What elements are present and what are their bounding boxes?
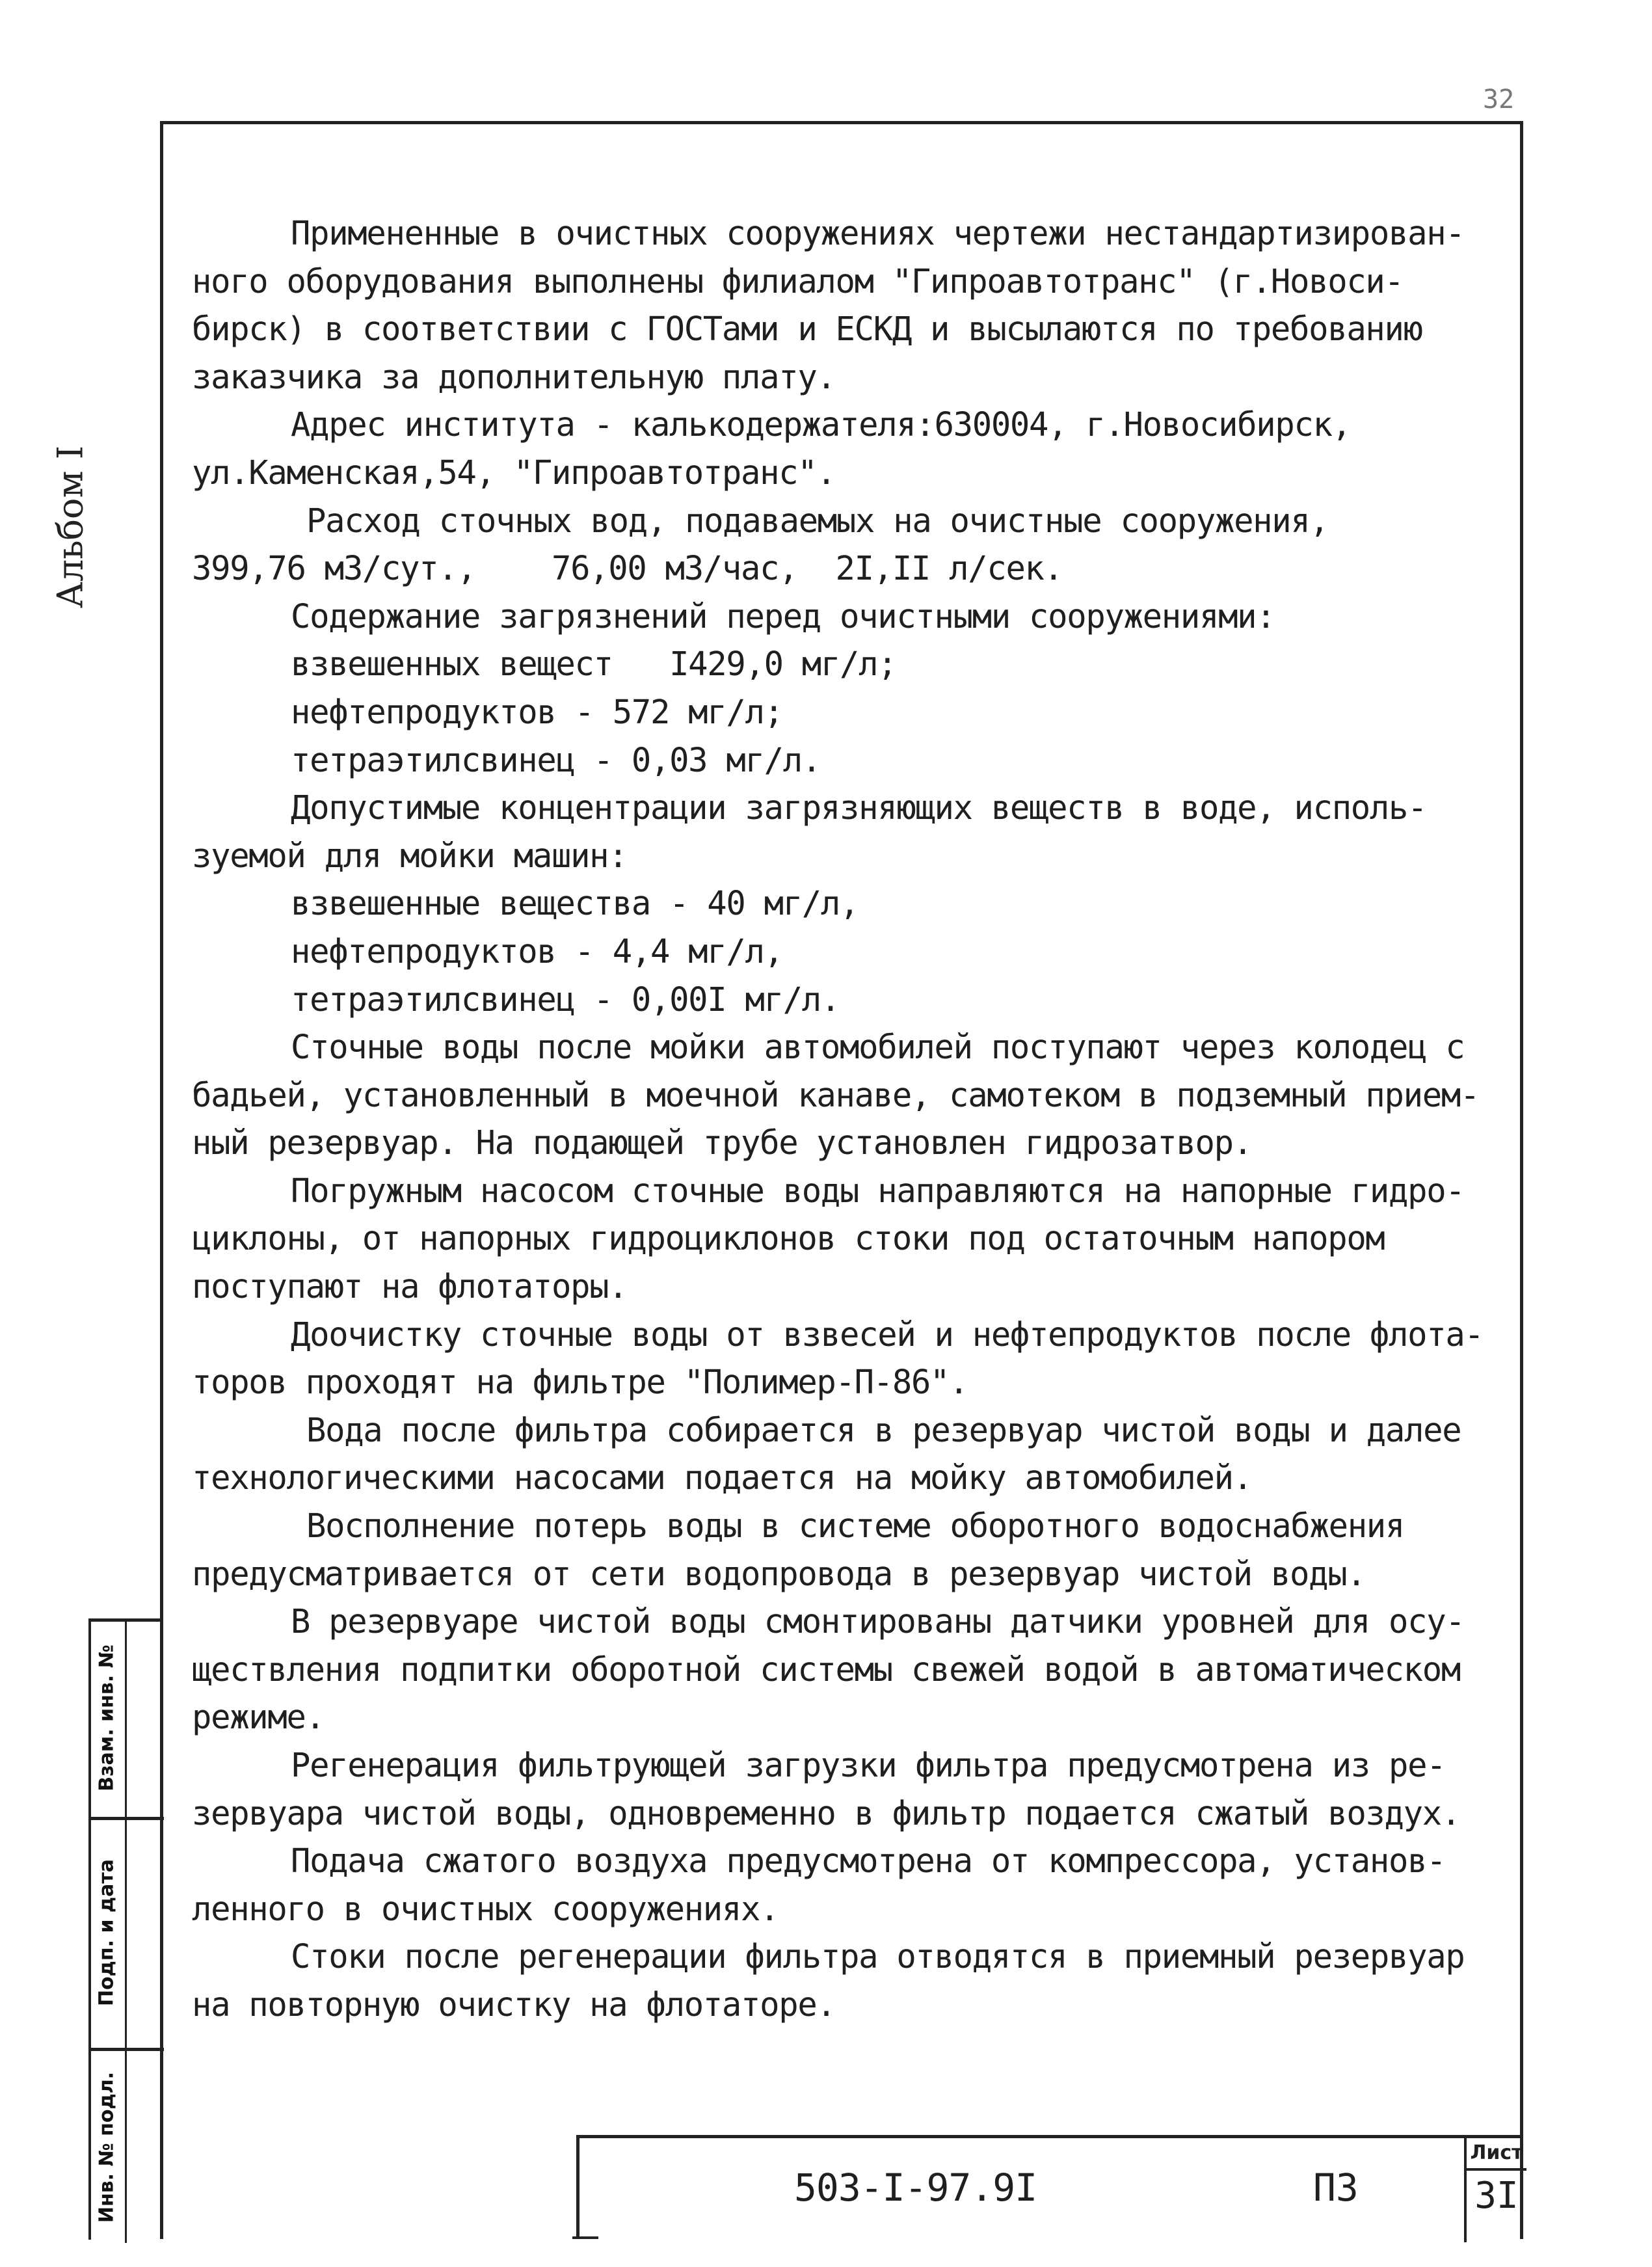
stamp-label-inv-podl: Инв. № подл. — [95, 2071, 118, 2223]
sheet-cell — [1464, 2138, 1526, 2242]
text-line: Доочистку сточные воды от взвесей и нефтепродуктов после флота- — [291, 1315, 1484, 1354]
text-line: Стоки после регенерации фильтра отводятся в приемный резервуар — [291, 1937, 1465, 1976]
text-line: зервуара чистой воды, одновременно в фильтр подается сжатый воздух. — [192, 1793, 1460, 1832]
text-line: бадьей, установленный в моечной канаве, самотеком в подземный прием- — [192, 1075, 1480, 1114]
text-line: 399,76 м3/сут., 76,00 м3/час, 2I,II л/сек. — [192, 549, 1063, 588]
text-line: ный резервуар. На подающей трубе установлен гидрозатвор. — [192, 1123, 1252, 1162]
text-line: тетраэтилсвинец - 0,03 мг/л. — [291, 740, 821, 779]
text-line: ул.Каменская,54, "Гипроавтотранс". — [192, 453, 836, 492]
sheet-label: Лист — [1467, 2138, 1526, 2171]
text-line: технологическими насосами подается на мойку автомобилей. — [192, 1458, 1252, 1497]
title-block — [576, 2135, 1523, 2239]
corner-page-mark: 32 — [1483, 85, 1515, 114]
stamp-divider — [91, 1817, 164, 1820]
album-label: Альбом I — [49, 445, 91, 609]
text-line: зуемой для мойки машин: — [192, 836, 628, 875]
stamp-label-vzam-inv: Взам. инв. № — [95, 1644, 118, 1791]
text-line: Содержание загрязнений перед очистными сооружениями: — [291, 597, 1275, 636]
text-line: Восполнение потерь воды в системе оборотного водоснабжения — [306, 1507, 1405, 1546]
text-line: ществления подпитки оборотной системы свежей водой в автоматическом — [192, 1650, 1460, 1689]
stamp-label-podp-data: Подп. и дата — [95, 1858, 118, 2007]
explanatory-note-text — [192, 209, 1499, 2029]
text-line: поступают на флотаторы. — [192, 1267, 628, 1306]
text-line: Погружным насосом сточные воды направляются на напорные гидро- — [291, 1171, 1465, 1210]
text-line: предусматривается от сети водопровода в резервуар чистой воды. — [192, 1554, 1366, 1593]
text-line: взвешенных вещест I429,0 мг/л; — [291, 645, 897, 684]
text-line: В резервуаре чистой воды смонтированы датчики уровней для осу- — [291, 1602, 1465, 1641]
text-line: Допустимые концентрации загрязняющих веществ в воде, исполь- — [291, 788, 1427, 827]
stamp-divider — [91, 2048, 164, 2051]
text-line: заказчика за дополнительную плату. — [192, 357, 836, 396]
text-line: нефтепродуктов - 572 мг/л; — [291, 692, 783, 731]
text-line: тетраэтилсвинец - 0,00I мг/л. — [291, 980, 840, 1019]
side-stamp-block — [88, 1618, 161, 2240]
text-line: ленного в очистных сооружениях. — [192, 1889, 779, 1928]
sheet-number: 3I — [1474, 2175, 1519, 2217]
text-line: взвешенные вещества - 40 мг/л, — [291, 884, 859, 923]
document-code: 503-I-97.9I — [794, 2166, 1037, 2210]
stamp-column-divider — [125, 1622, 127, 2243]
text-line: циклоны, от напорных гидроциклонов стоки под остаточным напором — [192, 1219, 1385, 1258]
text-line: торов проходят на фильтре "Полимер-П-86". — [192, 1363, 968, 1402]
text-line: ного оборудования выполнены филиалом "Гипроавтотранс" (г.Новоси- — [192, 262, 1404, 301]
text-line: Расход сточных вод, подаваемых на очистные сооружения, — [306, 501, 1329, 540]
text-line: Регенерация фильтрующей загрузки фильтра предусмотрена из ре- — [291, 1746, 1446, 1784]
bottom-rule — [572, 2236, 598, 2239]
text-line: Примененные в очистных сооружениях чертежи нестандартизирован- — [291, 214, 1465, 252]
text-line: Адрес института - калькодержателя:630004, г.Новосибирск, — [291, 405, 1351, 444]
text-line: Вода после фильтра собирается в резервуар чистой воды и далее — [306, 1410, 1461, 1449]
text-line: Сточные воды после мойки автомобилей поступают через колодец с — [291, 1028, 1465, 1067]
text-line: Подача сжатого воздуха предусмотрена от компрессора, установ- — [291, 1842, 1446, 1881]
document-type: ПЗ — [1313, 2166, 1359, 2210]
text-line: режиме. — [192, 1698, 325, 1737]
text-line: бирск) в соответствии с ГОСТами и ЕСКД и высылаются по требованию — [192, 310, 1422, 349]
text-line: на повторную очистку на флотаторе. — [192, 1985, 836, 2024]
text-line: нефтепродуктов - 4,4 мг/л, — [291, 932, 783, 971]
